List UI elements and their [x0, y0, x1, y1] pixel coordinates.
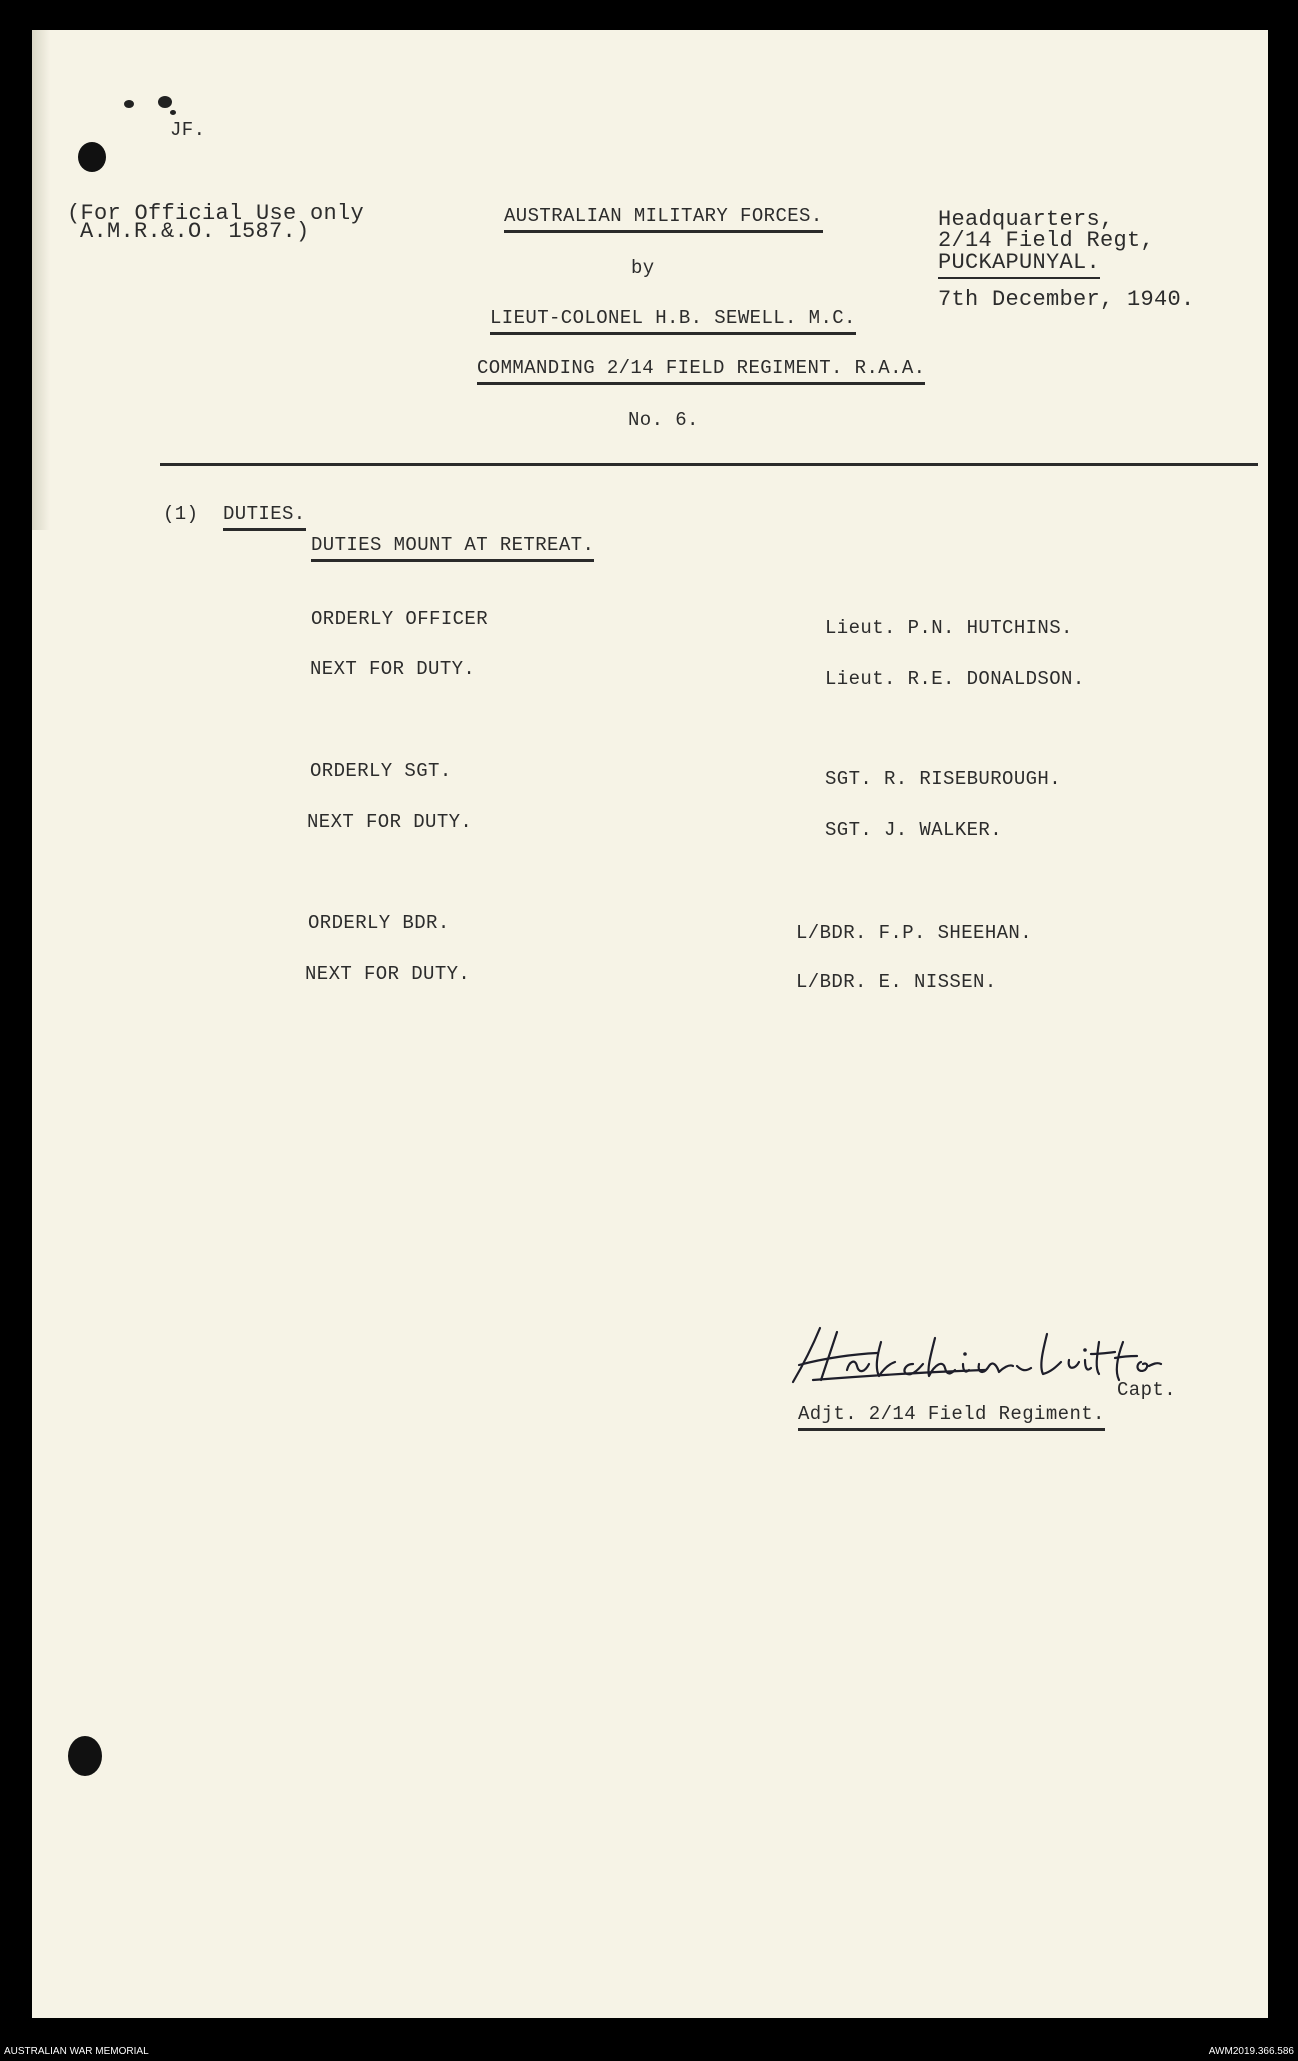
commanding-officer: LIEUT-COLONEL H.B. SEWELL. M.C.: [490, 309, 856, 335]
signatory-title: Adjt. 2/14 Field Regiment.: [798, 1405, 1105, 1431]
section-subheading: DUTIES MOUNT AT RETREAT.: [311, 536, 594, 562]
hq-line2: 2/14 Field Regt,: [938, 228, 1155, 253]
duty-name: SGT. R. RISEBUROUGH.: [825, 768, 1062, 790]
official-use-line2: A.M.R.&.O. 1587.): [80, 219, 310, 244]
punch-hole-bottom: [68, 1736, 102, 1776]
duty-role: ORDERLY BDR.: [308, 912, 450, 934]
duty-role: NEXT FOR DUTY.: [310, 658, 476, 680]
document-date: 7th December, 1940.: [938, 287, 1195, 312]
duty-name: Lieut. R.E. DONALDSON.: [825, 668, 1085, 690]
document-title: AUSTRALIAN MILITARY FORCES.: [504, 207, 823, 233]
duty-name: L/BDR. F.P. SHEEHAN.: [796, 922, 1033, 944]
punch-hole-top: [78, 142, 106, 172]
section-heading: DUTIES.: [223, 505, 306, 531]
duty-name: SGT. J. WALKER.: [825, 819, 1003, 841]
signatory-rank: Capt.: [1117, 1379, 1177, 1401]
ink-speck: [124, 100, 134, 108]
order-number: No. 6.: [628, 409, 699, 431]
header-divider: [160, 463, 1258, 466]
hq-line3: PUCKAPUNYAL.: [938, 252, 1100, 279]
duty-role: ORDERLY OFFICER: [311, 608, 489, 630]
duty-role: ORDERLY SGT.: [310, 760, 452, 782]
duty-role: NEXT FOR DUTY.: [305, 963, 471, 985]
footer-left: AUSTRALIAN WAR MEMORIAL: [4, 2046, 149, 2057]
ink-speck: [158, 96, 172, 108]
command-line: COMMANDING 2/14 FIELD REGIMENT. R.A.A.: [477, 359, 925, 385]
section-number: (1): [163, 503, 199, 525]
ink-speck: [170, 110, 176, 115]
footer-right: AWM2019.366.586: [1208, 2046, 1294, 2057]
duty-name: L/BDR. E. NISSEN.: [796, 971, 997, 993]
duty-name: Lieut. P.N. HUTCHINS.: [825, 617, 1073, 639]
official-use-line1: (For Official Use only: [67, 201, 365, 226]
hq-line1: Headquarters,: [938, 207, 1114, 232]
duty-role: NEXT FOR DUTY.: [307, 811, 473, 833]
page-shadow: [32, 30, 50, 530]
by-text: by: [631, 257, 655, 279]
initials: JF.: [170, 119, 206, 141]
